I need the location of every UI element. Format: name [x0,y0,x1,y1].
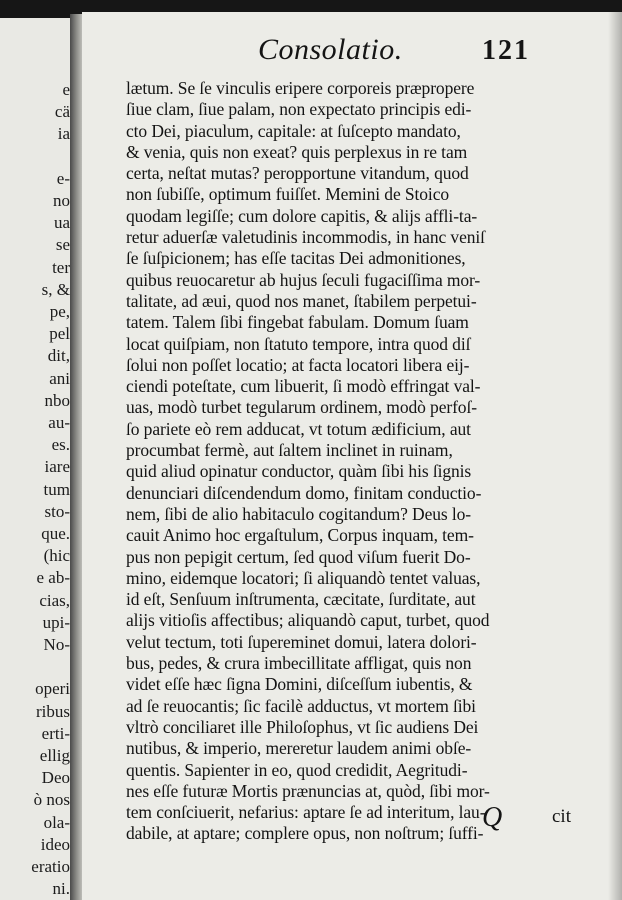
left-page-line: e ab- [36,568,70,588]
left-page-line: ia [57,124,70,144]
text-line: bus, pedes, & crura imbecillitate affligat, quis non [126,653,472,674]
body-text [126,78,546,845]
left-page-line: iare [44,457,70,477]
text-line: nem, ſibi de alio habitaculo cogitandum? Deus lo- [126,503,472,524]
left-page-line: nbo [44,390,70,410]
text-line: non ſubiſſe, optimum fuiſſet. Memini de Stoico [126,184,450,205]
text-line: denunciari diſcendendum domo, finitam conductio- [126,482,482,503]
text-line: videt eſſe hæc ſigna Domini, diſceſſum iubentis, & [126,674,473,695]
text-line: mino, eidemque locatori; ſi aliquandò tentet valuas, [126,567,481,588]
left-page-line: ua [53,213,70,233]
left-page-edge [0,18,72,900]
text-line: cto Dei, piaculum, capitale: at ſuſcepto mandato, [126,120,461,141]
text-line: lætum. Se ſe vinculis eripere corporeis præpropere [126,78,475,98]
page-number: 121 [482,35,530,66]
text-line: ſe ſuſpicionem; has eſſe tacitas Dei admonitiones, [126,248,466,269]
left-page-line: que. [41,524,70,543]
left-page-line: sto- [44,501,70,521]
left-page-line: au- [48,413,70,432]
text-line: alijs vitioſis affectibus; aliquandò caput, turbet, quod [126,610,490,631]
running-head [82,32,622,72]
left-page-line: cä [54,102,70,122]
left-page-line: ellig [39,746,70,765]
text-line: cauit Animo hoc ergaſtulum, Corpus inquam, tem- [126,525,474,546]
left-page-line: Deo [41,768,70,788]
left-page-line: e- [56,168,70,188]
text-line: quentis. Sapienter in eo, quod credidit, Aegritudi- [126,759,468,780]
left-page-line: dit, [47,346,70,366]
text-line: id eſt, Senſuum inſtrumenta, cæcitate, ſurditate, aut [126,589,476,610]
text-line: quid aliud opinatur conductor, quàm ſibi his ſignis [126,461,472,482]
text-line: quibus reuocaretur ab hujus ſeculi fugaciſſima mor- [126,269,481,290]
text-line: nutibus, & imperio, mereretur laudem animi obſe- [126,738,472,759]
text-line: vltrò conciliaret ille Philoſophus, vt ſic audiens Dei [126,716,479,737]
text-line: tem conſciuerit, nefarius: aptare ſe ad interitum, lau- [126,802,486,823]
left-page-line: operi [35,679,70,699]
left-page-line: cias, [39,590,70,610]
catchword: cit [552,806,571,827]
text-line: & venia, quis non exeat? quis perplexus in re tam [126,141,468,162]
text-line: uas, modò turbet tegularum ordinem, modò perfoſ- [126,397,477,418]
left-page-line: pe, [49,302,70,321]
text-line: procumbat fermè, aut ſaltem inclinet in ruinam, [126,440,453,461]
left-page-line: no [53,191,70,210]
left-page-line: tum [43,479,70,499]
left-page-line: ni. [52,879,70,899]
text-line: nes eſſe futuræ Mortis prænuncias at, quòd, ſibi mor- [126,780,490,801]
text-line: talitate, ad æui, quod nos manet, ſtabilem perpetui- [126,290,477,311]
text-line: ſiue clam, ſiue palam, non expectato principis edi- [126,99,472,120]
running-head-title: Consolatio. [258,33,403,66]
text-line: certa, neſtat mutas? peropportune vitandum, quod [126,163,469,184]
left-page-line: es. [51,435,70,455]
text-line: velut tectum, toti ſupereminet domui, latera dolori- [126,631,477,652]
text-line: ſolui non poſſet locatio; at facta locatori libera eij- [126,354,470,375]
text-line: ſo pariete eò rem adducat, vt totum ædificium, aut [126,418,471,439]
left-page-line: pel [49,324,70,344]
left-page-line: No- [43,635,70,654]
left-page-line: ter [52,257,70,277]
left-page-line: ola- [43,812,70,832]
left-page-line: s, & [41,279,70,299]
left-page-line: ribus [36,701,70,721]
text-line: quodam legiſſe; cum dolore capitis, & alijs affli-ta- [126,205,478,226]
left-page-line: se [55,235,70,255]
text-line: tatem. Talem ſibi fingebat fabulam. Domum ſuam [126,312,469,333]
left-page-line: upi- [42,612,70,632]
text-line: ciendi poteſtate, cum libuerit, ſi modò effringat val- [126,376,481,397]
text-line: ad ſe reuocantis; ſic facilè adductus, vt mortem ſibi [126,695,476,716]
left-page-line: erti- [41,723,70,743]
right-page [82,12,622,900]
text-line: retur aduerſæ valetudinis incommodis, in hanc veniſ [126,227,485,248]
signature-mark: Q [482,802,503,833]
left-page-line: (hic [43,546,70,566]
left-page-line: ò nos [33,790,70,810]
left-page-line: ani [49,368,70,388]
left-page-line: e [62,80,70,99]
left-page-line: ideo [40,834,70,854]
text-line: dabile, at aptare; complere opus, non noſtrum; ſuffi- [126,823,484,844]
text-line: locat quiſpiam, non ſtatuto tempore, intra quod diſ [126,333,471,354]
text-line: pus non pepigit certum, ſed quod viſum fuerit Do- [126,546,471,567]
left-page-line: eratio [31,857,70,876]
